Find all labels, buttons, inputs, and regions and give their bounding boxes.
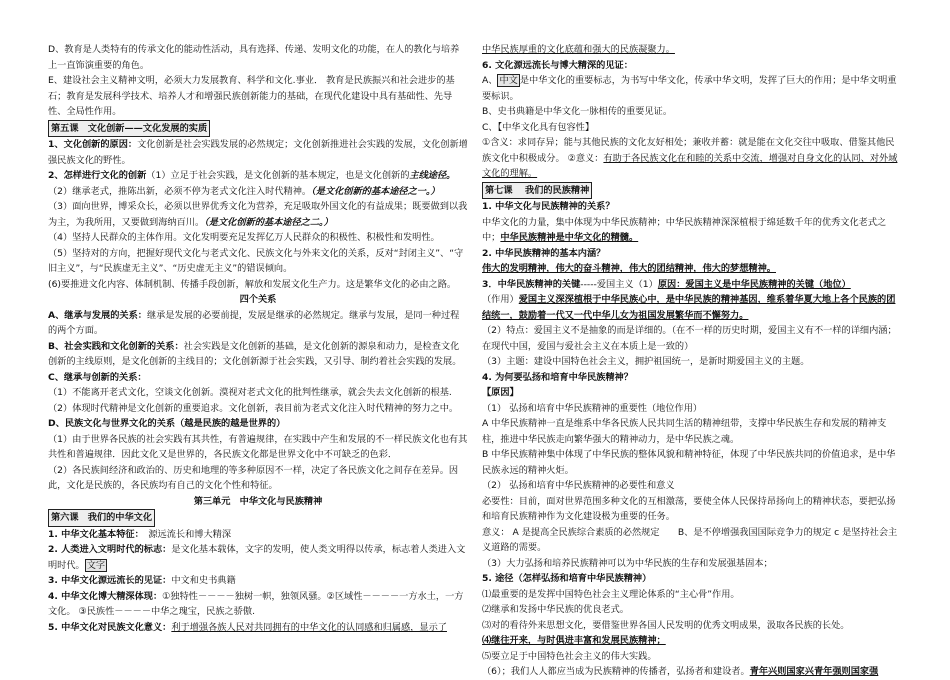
underlined-text: 中华民族厚重的文化底蕴和强大的民族凝聚力。 [482, 44, 675, 55]
section-heading [482, 182, 902, 200]
paragraph [482, 215, 902, 246]
paragraph-text: 继承是发展的必要前提，发展是继承的必然规定。继承与发展，是同一种过程的两个方面。 [48, 309, 460, 336]
paragraph [48, 199, 468, 230]
bold-underlined-text: 原因：爱国主义是中华民族精神的关键（地位） [657, 278, 851, 290]
paragraph-text: ①含义：求同存异；能与其他民族的文化友好相处；兼收并蓄：就是能在文化交往中吸取、借鉴其他民族文化中积极成分。 ②意义： [482, 137, 895, 164]
paragraph-text: （3）主题：建设中国特色社会主义，拥护祖国统一，是新时期爱国主义的主题。 [482, 356, 810, 367]
section-heading-text: 第五课 文化创新——文化发展的实质 [48, 120, 210, 138]
paragraph-text: B、史书典籍是中华文化一脉相传的重要见证。 [482, 106, 673, 117]
unit-title-text: 第三单元 中华文化与民族精神 [193, 495, 323, 507]
bold-label: 3. 中华文化源远流长的见证： [48, 575, 172, 586]
paragraph-text: E、建设社会主义精神文明，必须大力发展教育、科学和文化.事业． 教育是民族振兴和社会进步的基石；教育是发展科学技术、培养人才和增强民族创新能力的基础，在现代化建设中具有基础性、先导性、全局性作用。 [48, 75, 455, 117]
paragraph-text: （1）不能离开老式文化，空谈文化创新。漠视对老式文化的批判性继承，就会失去文化创新的根基. [48, 387, 452, 398]
bold-label: 1. 中华文化与民族精神的关系？ [482, 201, 615, 212]
unit-title-text: 四个关系 [239, 294, 277, 305]
paragraph [48, 230, 468, 246]
paragraph-text: 中文和史书典籍 [171, 575, 236, 586]
bold-underlined-text: 伟大的发明精神，伟大的奋斗精神，伟大的团结精神，伟大的梦想精神。 [482, 263, 776, 274]
paragraph-text: （2）体现时代精神是文化创新的重要追求。文化创新，表目前为老式文化注入时代精神的努力之中。 [48, 402, 459, 414]
bold-label: 6. 文化源远流长与博大精深的见证： [482, 59, 633, 71]
paragraph [48, 416, 468, 432]
paragraph-text: 是中华文化的重要标志，为书写中华文化，传承中华文明，发挥了巨大的作用；是中华文明重要标识。 [482, 75, 897, 102]
paragraph [482, 385, 902, 401]
boxed-term: 中文 [499, 75, 518, 86]
paragraph-text: 必要性：目前，面对世界范围多种文化的互相激荡，要使全体人民保持昂扬向上的精神状态，要把弘扬和培育民族精神作为文化建设极为重要的任务。 [482, 495, 896, 522]
paragraph-text: （2）特点：爱国主义不是抽象的而是详细的。（在不一样的历史时期，爱国主义有不一样的详细内涵；在现代中国，爱国与爱社会主义在本质上是一致的） [482, 325, 897, 352]
paragraph-text: -----爱国主义（1） [580, 278, 658, 290]
bold-label: 2、怎样进行文化的创新 [48, 170, 147, 181]
paragraph-text: 是文化基本载体，文字的发明，使人类文明得以传承，标志着人类进入文明时代。 [48, 544, 466, 571]
paragraph [48, 73, 468, 120]
paragraph-text: ⑵继承和发扬中华民族的优良老式。 [482, 604, 629, 615]
section-heading [48, 509, 468, 527]
paragraph [482, 42, 902, 58]
paragraph-text: （2）各民族间经济和政治的、历史和地理的等多种原因不一样，决定了各民族文化之间存在差异。因此，文化是民族的，各民族均有自己的文化个性和特征。 [48, 464, 459, 491]
paragraph-text: 社会实践是文化创新的基础，是文化创新的源泉和动力，是检查文化创新的主线原则，是文化创新的主线目的；文化创新源于社会实践，又引导、制约着社会实践的发展。 [48, 340, 462, 367]
paragraph [48, 589, 468, 620]
bold-label: 2. 人类进入文明时代的标志： [48, 544, 172, 555]
underlined-text: 有助于各民族文化在和睦的关系中交流，增强对自身文化的认同、对外域文化的理解。 [482, 152, 898, 179]
paragraph [48, 308, 468, 339]
paragraph [48, 463, 468, 494]
paragraph-text: （1） 弘扬和培育中华民族精神的重要性（地位作用） [482, 402, 703, 414]
paragraph-text: 源远流长和博大精深 [139, 528, 232, 540]
emphasis-text: 主线途径。 [409, 170, 456, 181]
paragraph [482, 478, 902, 494]
paragraph [482, 602, 902, 618]
paragraph-text: A、 [482, 75, 498, 86]
paragraph [482, 104, 902, 120]
paragraph-text: C、【中华文化具有包容性】 [482, 121, 595, 133]
paragraph [482, 292, 902, 323]
paragraph [48, 620, 468, 636]
underlined-text: 利于增强各族人民对共同拥有的中华文化的认同感和归属感，显示了 [171, 621, 447, 633]
section-heading-text: 第七课 我们的民族精神 [482, 182, 592, 200]
right-column [482, 42, 902, 680]
paragraph [482, 277, 902, 293]
paragraph [482, 135, 902, 182]
paragraph-text: (6)要推进文化内容、体制机制、传播手段创新，解放和发展文化生产力。这是繁华文化的必由之路。 [48, 278, 457, 290]
paragraph-text: （5）坚持对的方向，把握好现代文化与老式文化、民族文化与外来文化的关系，反对“封闭主义”、“守旧主义”，与“民族虚无主义”、“历史虚无主义”的错误倾向。 [48, 247, 464, 274]
bold-label: 4. 为何要弘扬和培育中华民族精神？ [482, 371, 633, 383]
unit-title [48, 494, 468, 510]
bold-label: D、民族文化与世界文化的关系（越是民族的越是世界的） [48, 418, 286, 429]
paragraph-text: B 中华民族精神集中体现了中华民族的整体风貌和精神特征，体现了中华民族共同的价值追求，是中华民族永远的精神火炬。 [482, 449, 896, 476]
paragraph [482, 587, 902, 603]
paragraph [482, 246, 902, 262]
paragraph [48, 246, 468, 277]
bold-label: 【原因】 [482, 387, 519, 398]
bold-label: 4. 中华文化博大精深体现： [48, 590, 163, 602]
paragraph [482, 58, 902, 74]
paragraph [482, 633, 902, 649]
bold-label: B、社会实践和文化创新的关系： [48, 340, 184, 352]
paragraph-text: （1）立足于社会实践，是文化创新的基本规定，也是文化创新的 [146, 170, 410, 181]
paragraph-text: 文化创新是社会实践发展的必然规定；文化创新推进社会实践的发展，文化创新增强民族文化的野性。 [48, 139, 468, 166]
paragraph [482, 261, 902, 277]
paragraph [482, 618, 902, 634]
paragraph [48, 42, 468, 73]
paragraph [482, 73, 902, 104]
paragraph-text: （1）由于世界各民族的社会实践有其共性，有普遍规律，在实践中产生和发展的不一样民族文化也有其共性和普遍规律．因此文化又是世界的，各民族文化都是世界文化中不可缺乏的色彩． [48, 433, 468, 460]
paragraph [482, 120, 902, 136]
paragraph [482, 525, 902, 556]
boxed-term: 文字 [86, 559, 106, 571]
bold-label: A、继承与发展的关系： [48, 309, 147, 321]
paragraph [482, 664, 902, 680]
paragraph [482, 447, 902, 478]
paragraph-text: （2）继承老式，推陈出新，必须不停为老式文化注入时代精神。 [48, 185, 312, 197]
bold-underlined-text: 中华民族精神是中华文化的精髓。 [500, 232, 639, 243]
paragraph-text: ；我们人人都应当成为民族精神的传播者，弘扬者和建设者。 [501, 666, 750, 677]
paragraph [482, 354, 902, 370]
paragraph-text: D、教育是人类特有的传承文化的能动性活动，具有选择、传递、发明文化的功能，在人的教化与培养上一直饰演重要的角色。 [48, 44, 460, 71]
paragraph [482, 649, 902, 665]
paragraph [48, 370, 468, 386]
paragraph [48, 542, 468, 573]
paragraph-text: ①独特性－－－－独树一帜，独领风骚。②区域性－－－－一方水土，一方文化。 ③民族性－－－－中华之瑰宝，民族之骄傲. [48, 590, 464, 617]
paragraph-text: （6） [482, 666, 502, 677]
emphasis-text: （是文化创新的基本途径之一。） [311, 185, 440, 197]
paragraph [48, 401, 468, 417]
paragraph [482, 416, 902, 447]
paragraph [482, 401, 902, 417]
left-column [48, 42, 468, 635]
paragraph [48, 137, 468, 168]
bold-label: 5. 中华文化对民族文化意义： [48, 621, 172, 633]
paragraph [482, 370, 902, 386]
bold-underlined-text: 爱国主义深深植根于中华民族心中，是中华民族的精神基因，维系着华夏大地上各个民族的团结统一，鼓励着一代又一代中华儿女为祖国发展繁华而不懈努力。 [482, 294, 896, 321]
paragraph [48, 168, 468, 184]
paragraph [48, 184, 468, 200]
paragraph-text: ⑸要立足于中国特色社会主义的伟大实践。 [482, 650, 657, 662]
unit-title [48, 292, 468, 308]
bold-label: 1、文化创新的原因： [48, 139, 138, 150]
paragraph-text: （4）坚持人民群众的主体作用。文化发明要充足发挥亿万人民群众的积极性、积极性和发明性。 [48, 232, 440, 243]
paragraph-text: 中华文化的力量，集中体现为中华民族精神；中华民族精神深深植根于绵延数千年的优秀文化老式之中； [482, 216, 887, 243]
bold-label: 2. 中华民族精神的基本内涵？ [482, 247, 606, 259]
paragraph [482, 494, 902, 525]
paragraph-text: A 中华民族精神一直是维系中华各民族人民共同生活的精神纽带，支撑中华民族生存和发展的精神支柱，推进中华民族走向繁华强大的精神动力，是中华民族之魂。 [482, 418, 887, 445]
paragraph [48, 277, 468, 293]
paragraph [48, 339, 468, 370]
paragraph-text: （3）大力弘扬和培养民族精神可以为中华民族的生存和发展强基固本； [482, 557, 773, 569]
section-heading [48, 120, 468, 138]
bold-underlined-text: 青年兴则国家兴青年强则国家强 [749, 666, 879, 677]
paragraph [48, 573, 468, 589]
paragraph-text: （3）面向世界，博采众长，必须以世界优秀文化为营养，充足吸取外国文化的有益成果；既要做到以我为主，为我所用，又要做到海纳百川。 [48, 201, 468, 228]
emphasis-text: （是文化创新的基本途径之二。） [204, 216, 333, 228]
bold-label: 5. 途径（怎样弘扬和培育中华民族精神） [482, 573, 652, 584]
paragraph-text: （2） 弘扬和培育中华民族精神的必要性和意义 [482, 480, 675, 491]
paragraph-text: （作用） [482, 294, 519, 305]
paragraph [48, 432, 468, 463]
paragraph [482, 556, 902, 572]
paragraph-text: ⑴最重要的是发挥中国特色社会主义理论体系的“主心骨”作用。 [482, 588, 740, 600]
paragraph-text: 意义： A 是提高全民族综合素质的必然规定 B、是不停增强我国国际竞争力的规定 c 是坚持社会主义道路的需要。 [482, 526, 898, 553]
bold-label: C、继承与创新的关系： [48, 371, 147, 383]
paragraph [482, 199, 902, 215]
paragraph [482, 323, 902, 354]
paragraph [48, 527, 468, 543]
paragraph [482, 571, 902, 587]
section-heading-text: 第六课 我们的中华文化 [48, 509, 155, 527]
bold-underlined-text: ⑷继往开来，与时俱进丰富和发展民族精神； [482, 635, 666, 646]
bold-label: 3．中华民族精神的关键 [482, 278, 581, 290]
paragraph-text: ⑶对的看待外来思想文化，要借鉴世界各国人民发明的优秀文明成果，汲取各民族的长处。 [482, 619, 850, 631]
bold-label: 1. 中华文化基本特征： [48, 528, 140, 540]
paragraph [48, 385, 468, 401]
